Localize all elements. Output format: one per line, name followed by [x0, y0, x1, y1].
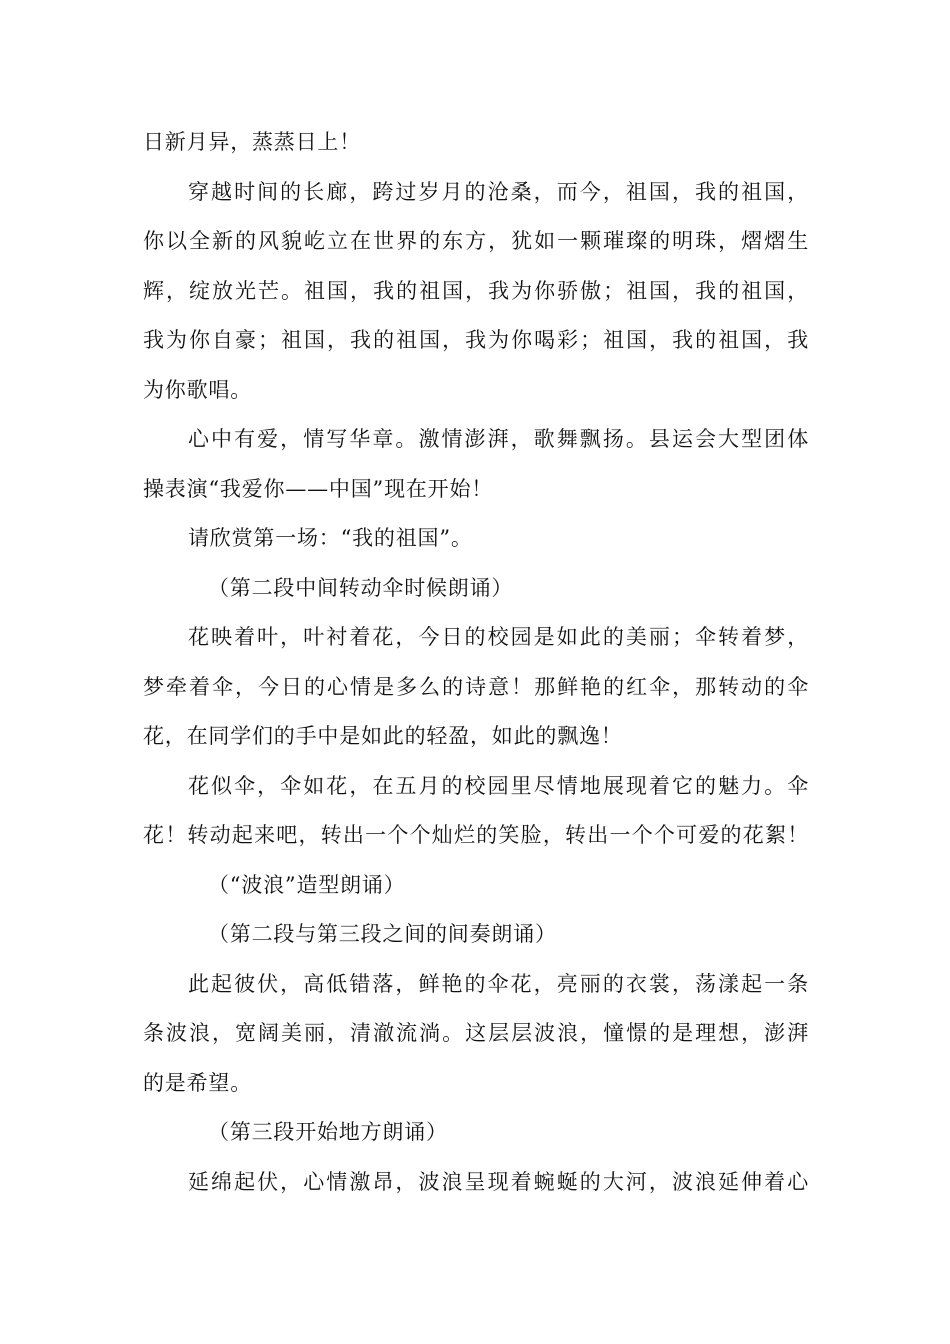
text-line: 梦牵着伞，今日的心情是多么的诗意！那鲜艳的红伞，那转动的伞	[143, 674, 809, 699]
text-line: 辉，绽放光芒。祖国，我的祖国，我为你骄傲；祖国，我的祖国，	[143, 278, 809, 303]
text-line: 条波浪，宽阔美丽，清澈流淌。这层层波浪，憧憬的是理想，澎湃	[143, 1021, 809, 1045]
text-line: 请欣赏第一场：“我的祖国”。	[188, 526, 473, 550]
text-line: 为你歌唱。	[143, 377, 252, 402]
document-body	[143, 118, 809, 1207]
text-line: 我为你自豪；祖国，我的祖国，我为你喝彩；祖国，我的祖国，我	[143, 328, 809, 352]
text-line: 此起彼伏，高低错落，鲜艳的伞花，亮丽的衣裳，荡漾起一条	[188, 971, 809, 996]
text-line: 的是希望。	[143, 1070, 252, 1095]
text-line: 操表演“我爱你——中国”现在开始！	[143, 476, 494, 501]
stage-direction: （“波浪”造型朗诵）	[208, 872, 406, 897]
stage-direction: （第二段中间转动伞时候朗诵）	[208, 575, 514, 600]
text-line: 穿越时间的长廊，跨过岁月的沧桑，而今，祖国，我的祖国，	[188, 179, 809, 204]
text-line: 延绵起伏，心情激昂，波浪呈现着蜿蜒的大河，波浪延伸着心	[188, 1169, 809, 1194]
stage-direction: （第三段开始地方朗诵）	[208, 1120, 448, 1144]
text-line: 花，在同学们的手中是如此的轻盈，如此的飘逸！	[143, 724, 623, 748]
text-line: 花！转动起来吧，转出一个个灿烂的笑脸，转出一个个可爱的花絮！	[143, 823, 809, 847]
text-line: 你以全新的风貌屹立在世界的东方，犹如一颗璀璨的明珠，熠熠生	[143, 229, 809, 253]
stage-direction: （第二段与第三段之间的间奏朗诵）	[208, 922, 557, 946]
text-line: 花似伞，伞如花，在五月的校园里尽情地展现着它的魅力。伞	[188, 773, 809, 798]
text-line: 日新月异，蒸蒸日上！	[143, 130, 361, 154]
text-line: 花映着叶，叶衬着花，今日的校园是如此的美丽；伞转着梦，	[188, 625, 809, 649]
text-line: 心中有爱，情写华章。激情澎湃，歌舞飘扬。县运会大型团体	[188, 427, 809, 451]
